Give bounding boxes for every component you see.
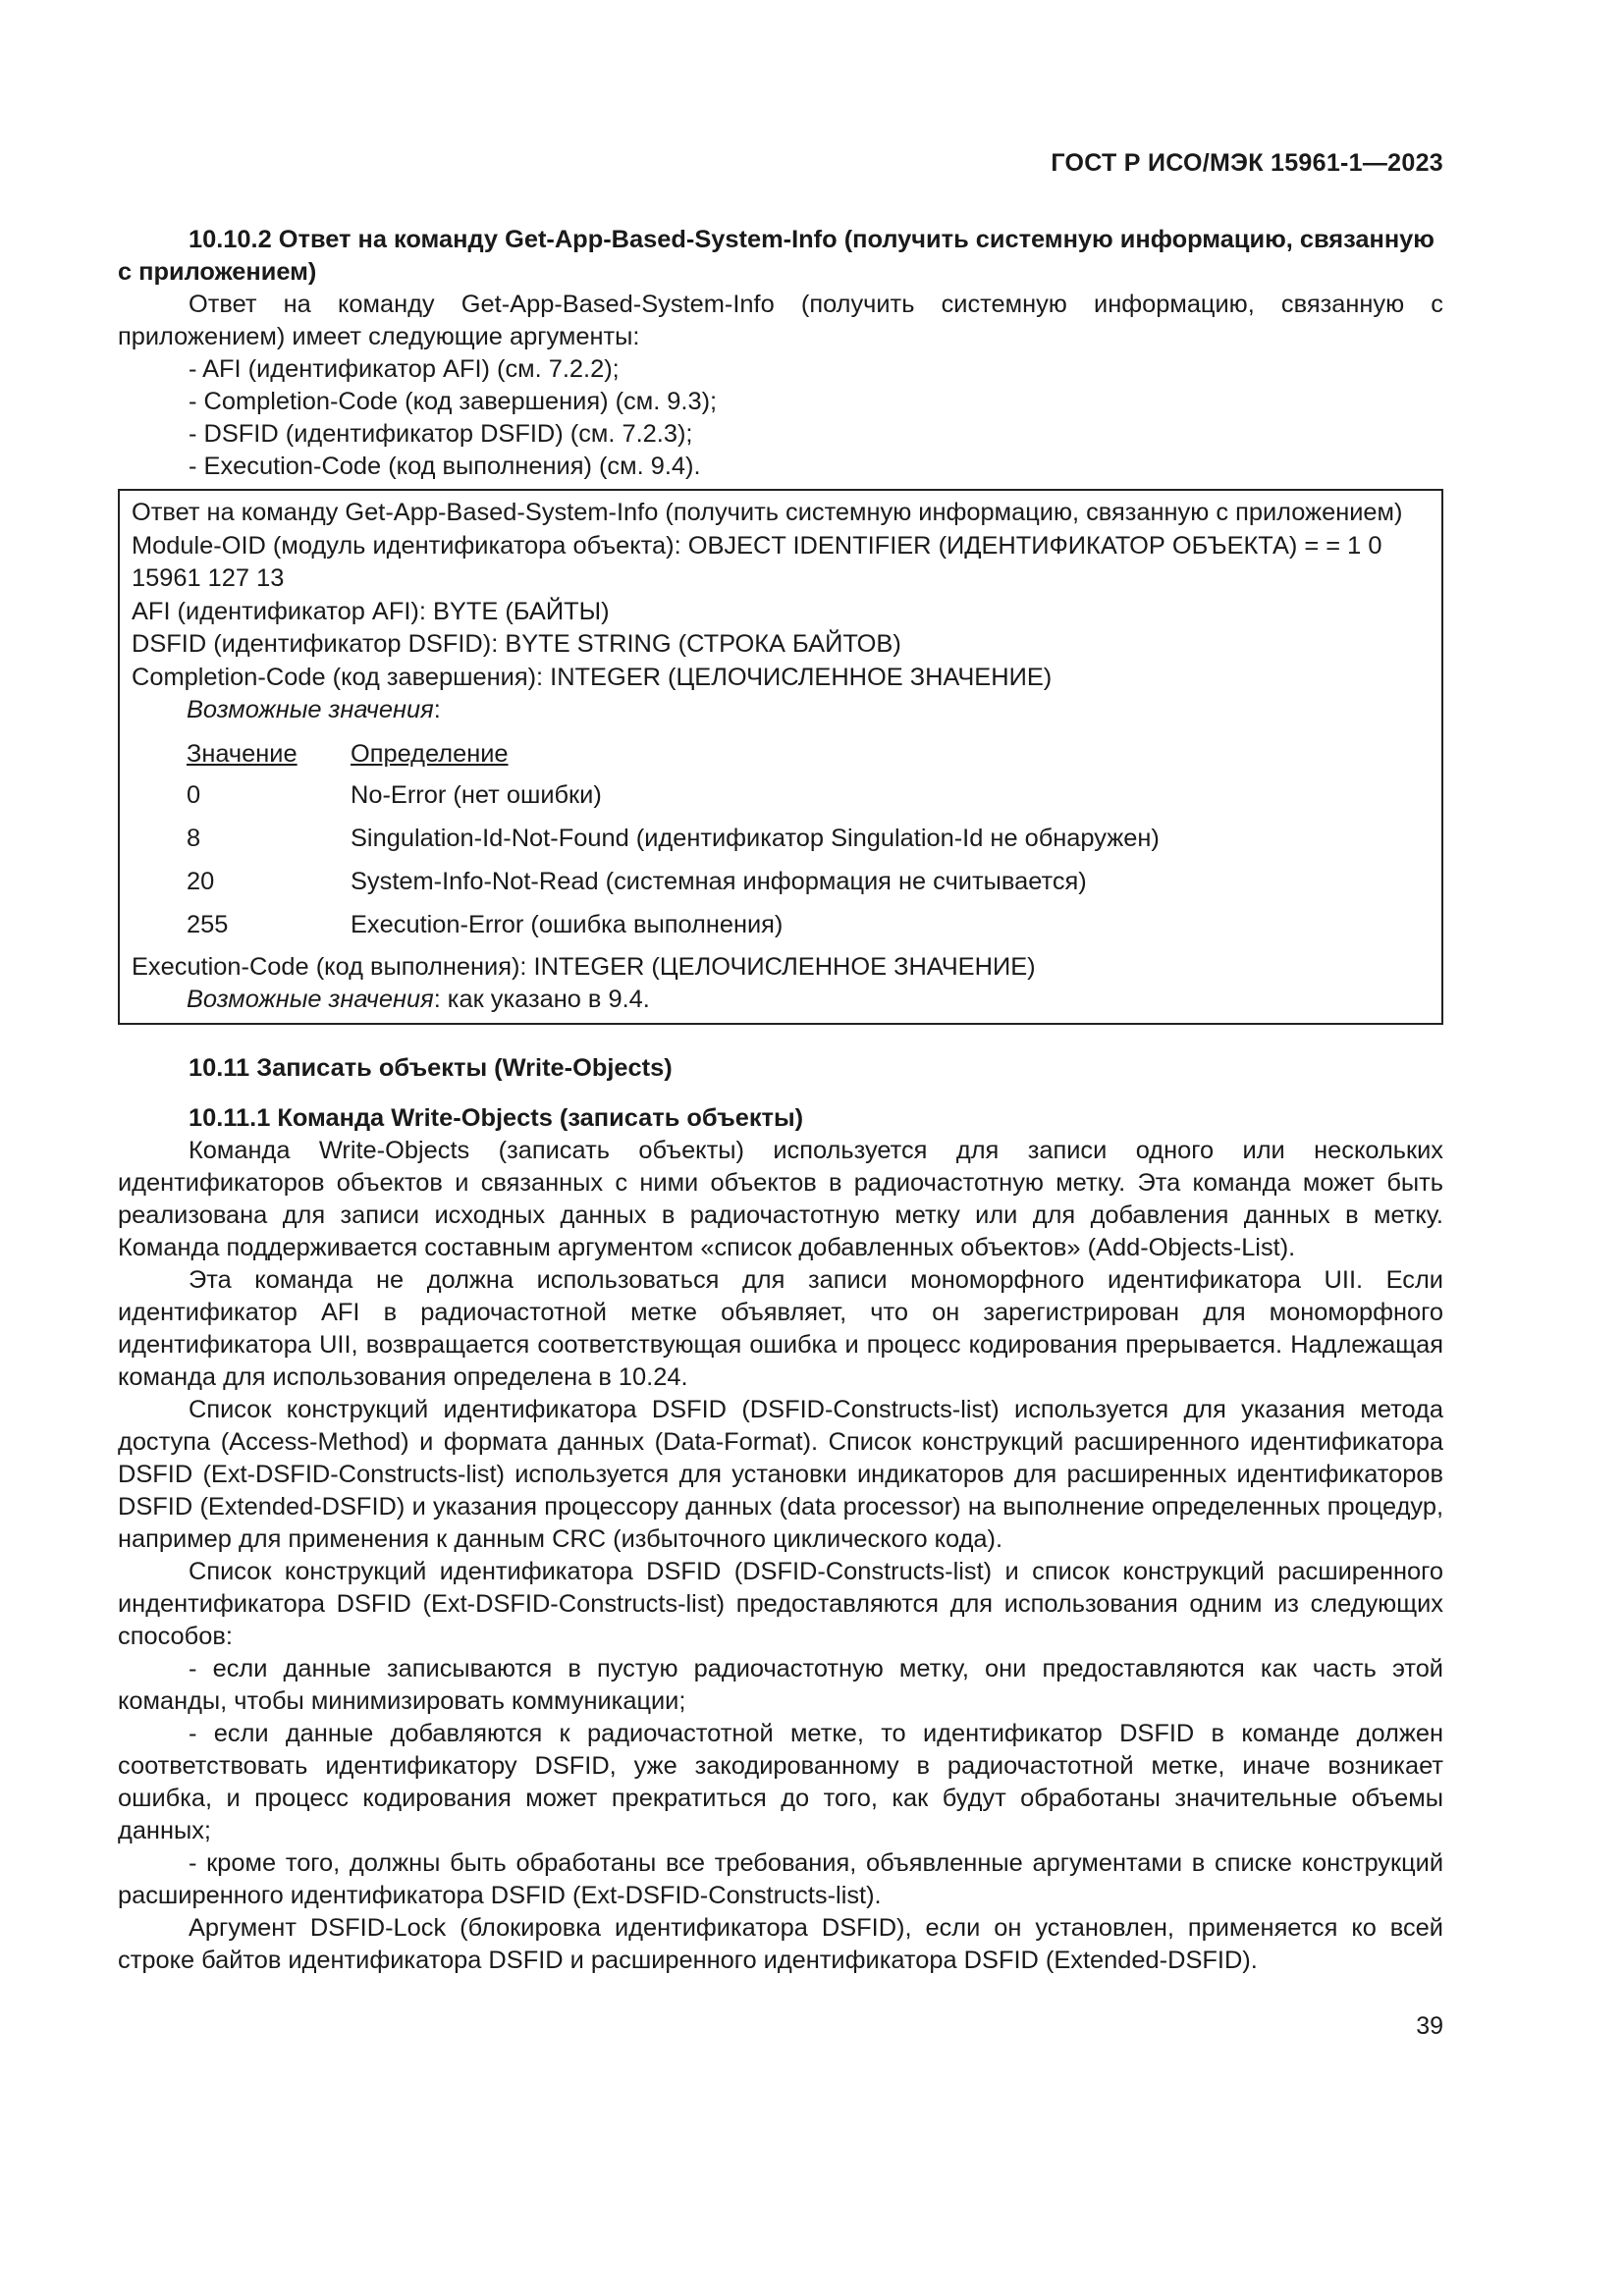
standard-header: ГОСТ Р ИСО/МЭК 15961-1—2023	[1051, 149, 1443, 177]
table-row	[187, 774, 1160, 818]
argument-item: - Execution-Code (код выполнения) (см. 9.4).	[189, 453, 701, 480]
box-line: AFI (идентификатор AFI): BYTE (БАЙТЫ)	[132, 597, 610, 625]
code-definition: No-Error (нет ошибки)	[351, 780, 602, 809]
box-line: Execution-Code (код выполнения): INTEGER (ЦЕЛОЧИСЛЕННОЕ ЗНАЧЕНИЕ)	[132, 952, 1036, 981]
paragraph: Эта команда не должна использоваться для записи мономорфного идентификатора UII. Если идентификатор AFI в радиочастотной метке объявляет, что он зарегистрирован для мономорфного идентификатора UII, возвращается соответствующая ошибка и процесс кодирования прерывается. Надлежащая команда для использования определена в 10.24.	[118, 1265, 1443, 1391]
box-line: DSFID (идентификатор DSFID): BYTE STRING (СТРОКА БАЙТОВ)	[132, 630, 901, 658]
column-header-value: Значение	[187, 739, 298, 768]
possible-values-text: Возможные значения	[187, 696, 434, 723]
code-value: 255	[187, 910, 229, 938]
argument-item: - DSFID (идентификатор DSFID) (см. 7.2.3);	[189, 420, 693, 448]
asn-definition-box	[118, 489, 1443, 1025]
possible-values-colon: :	[433, 696, 441, 723]
box-line: Ответ на команду Get-App-Based-System-Info (получить системную информацию, связанную с приложением)	[132, 499, 1403, 526]
code-value: 8	[187, 824, 201, 852]
code-value: 0	[187, 780, 201, 809]
section-heading-10-11: 10.11 Записать объекты (Write-Objects)	[189, 1053, 673, 1082]
paragraph: - кроме того, должны быть обработаны все требования, объявленные аргументами в списке конструкций расширенного идентификатора DSFID (Ext-DSFID-Constructs-list).	[118, 1848, 1443, 1909]
argument-item: - Completion-Code (код завершения) (см. 9.3);	[189, 388, 718, 415]
code-definition: Execution-Error (ошибка выполнения)	[351, 910, 784, 938]
code-definition: Singulation-Id-Not-Found (идентификатор Singulation-Id не обнаружен)	[351, 824, 1160, 852]
section-heading-10-10-2: 10.10.2 Ответ на команду Get-App-Based-System-Info (получить системную информацию, связанную с приложением)	[118, 226, 1435, 286]
paragraph: - если данные добавляются к радиочастотной метке, то идентификатор DSFID в команде должен соответствовать идентификатору DSFID, уже закодированному в радиочастотной метке, иначе возникает ошибка, и процесс кодирования может прекратиться до того, как будут обработаны значительные объемы данных;	[118, 1719, 1443, 1844]
paragraph: - если данные записываются в пустую радиочастотную метку, они предоставляются как часть этой команды, чтобы минимизировать коммуникации;	[118, 1654, 1443, 1715]
paragraph-intro: Ответ на команду Get-App-Based-System-Info (получить системную информацию, связанную с приложением) имеет следующие аргументы:	[118, 291, 1443, 350]
table-row	[187, 861, 1160, 904]
page-body	[118, 224, 1443, 1977]
column-header-definition: Определение	[351, 739, 509, 768]
box-line: Module-OID (модуль идентификатора объекта): OBJECT IDENTIFIER (ИДЕНТИФИКАТОР ОБЪЕКТА) = = 1 0 15961 127 13	[132, 531, 1382, 592]
table-row	[187, 904, 1160, 947]
exec-possible-label: Возможные значения	[187, 986, 434, 1013]
argument-item: - AFI (идентификатор AFI) (см. 7.2.2);	[189, 355, 620, 383]
page-number: 39	[1416, 2012, 1443, 2040]
exec-possible-rest: : как указано в 9.4.	[433, 986, 650, 1013]
code-definition: System-Info-Not-Read (системная информация не считывается)	[351, 867, 1087, 895]
codes-table	[187, 735, 1160, 947]
codes-header-row	[187, 735, 1160, 774]
possible-values-label	[132, 694, 1432, 727]
paragraph: Список конструкций идентификатора DSFID (DSFID-Constructs-list) используется для указания метода доступа (Access-Method) и формата данных (Data-Format). Список конструкций расширенного идентификатора DSFID (Ext-DSFID-Constructs-list) используется для установки индикаторов для расширенных идентификаторов DSFID (Extended-DSFID) и указания процессору данных (data processor) на выполнение определенных процедур, например для применения к данным CRC (избыточного циклического кода).	[118, 1395, 1443, 1553]
table-row	[187, 818, 1160, 861]
paragraph: Команда Write-Objects (записать объекты) используется для записи одного или нескольких идентификаторов объектов и связанных с ними объектов в радиочастотную метку. Эта команда может быть реализована для записи исходных данных в радиочастотную метку или для добавления данных в метку. Команда поддерживается составным аргументом «список добавленных объектов» (Add-Objects-List).	[118, 1136, 1443, 1261]
paragraph: Список конструкций идентификатора DSFID (DSFID-Constructs-list) и список конструкций расширенного индентификатора DSFID (Ext-DSFID-Constructs-list) предоставляются для использования одним из следующих способов:	[118, 1557, 1443, 1650]
box-line: Completion-Code (код завершения): INTEGER (ЦЕЛОЧИСЛЕННОЕ ЗНАЧЕНИЕ)	[132, 663, 1053, 691]
exec-possible-values	[132, 984, 1432, 1017]
code-value: 20	[187, 867, 215, 895]
paragraph: Аргумент DSFID-Lock (блокировка идентификатора DSFID), если он установлен, применяется ко всей строке байтов идентификатора DSFID и расширенного идентификатора DSFID (Extended-DSFID).	[118, 1913, 1443, 1974]
section-heading-10-11-1: 10.11.1 Команда Write-Objects (записать объекты)	[189, 1103, 804, 1132]
